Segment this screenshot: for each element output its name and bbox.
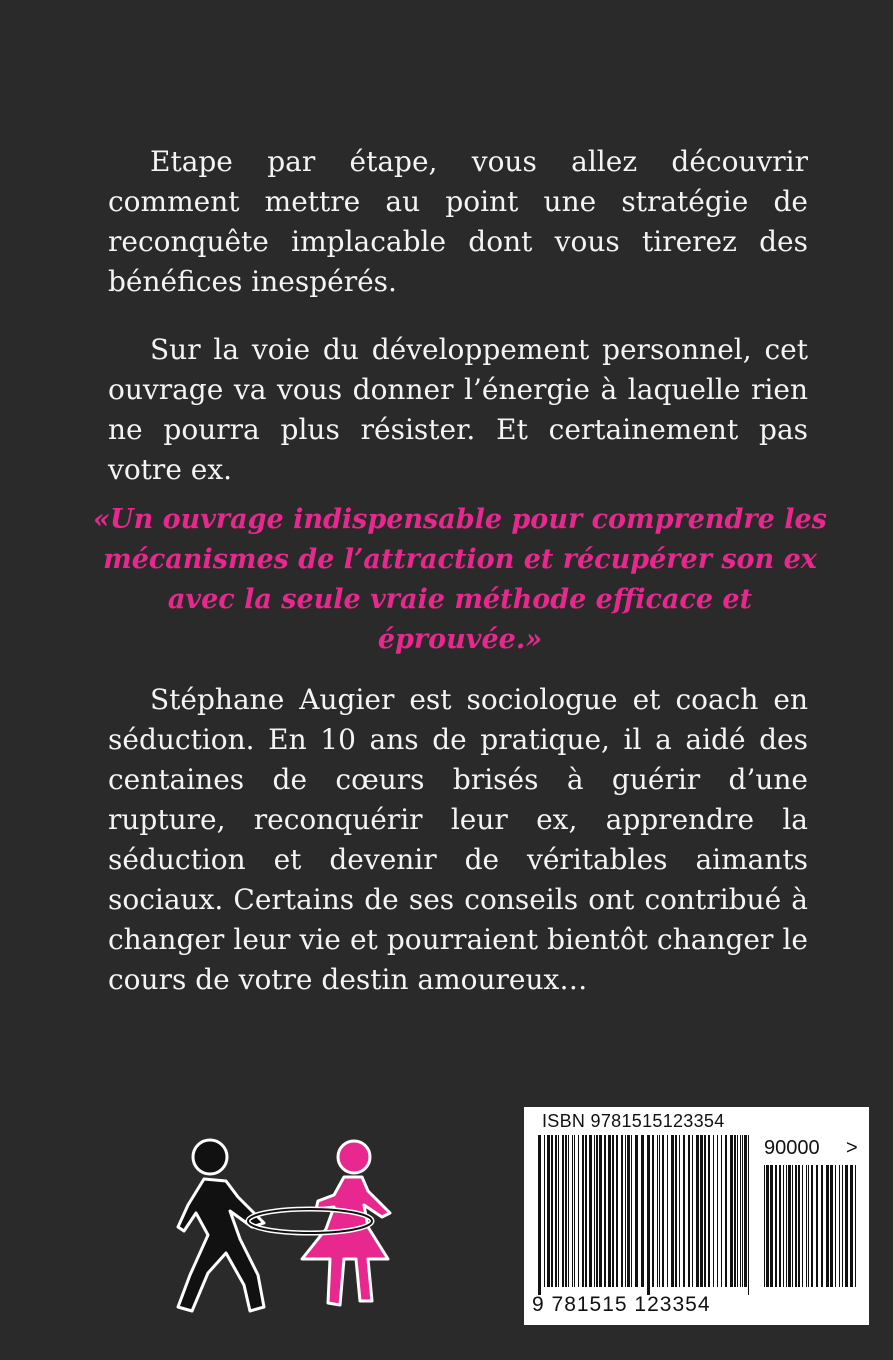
barcode-bar bbox=[748, 1135, 749, 1295]
barcode-bar bbox=[821, 1165, 823, 1287]
isbn-barcode bbox=[524, 1107, 869, 1325]
barcode-bar bbox=[616, 1135, 618, 1287]
barcode-bar bbox=[612, 1135, 614, 1287]
barcode-bar bbox=[826, 1165, 829, 1287]
barcode-bar bbox=[708, 1135, 710, 1287]
barcode-bar bbox=[568, 1135, 569, 1287]
barcode-bar bbox=[806, 1165, 807, 1287]
barcode-bar bbox=[802, 1165, 803, 1287]
barcode-bar bbox=[662, 1135, 664, 1287]
barcode-bar bbox=[544, 1135, 545, 1287]
barcode-bar bbox=[717, 1135, 718, 1287]
barcode-bar bbox=[795, 1165, 797, 1287]
barcode-bar bbox=[730, 1135, 733, 1287]
barcode-bar bbox=[744, 1135, 747, 1287]
barcode-bar bbox=[696, 1135, 699, 1287]
barcode-bar bbox=[574, 1135, 575, 1287]
barcode-bar bbox=[652, 1135, 654, 1287]
development-paragraph: Sur la voie du développement personnel, cet ouvrage va vous donner l’énergie à laquelle rien ne pourra plus résister. Et certainement pas votre ex. bbox=[108, 333, 808, 486]
barcode-bar bbox=[572, 1135, 573, 1287]
barcode-bar bbox=[551, 1135, 553, 1287]
barcode-bar bbox=[742, 1135, 743, 1287]
barcode-bar bbox=[565, 1135, 567, 1287]
barcode-bar bbox=[596, 1135, 598, 1287]
barcode-bar bbox=[792, 1165, 793, 1287]
isbn-label: ISBN 9781515123354 bbox=[542, 1111, 725, 1131]
barcode-bar bbox=[725, 1135, 727, 1287]
barcode-bar bbox=[786, 1165, 787, 1287]
couple-lasso-icon bbox=[168, 1135, 398, 1315]
barcode-bar bbox=[779, 1165, 781, 1287]
barcode-bar bbox=[811, 1165, 813, 1287]
barcode-bar bbox=[631, 1135, 632, 1287]
woman-figure-icon bbox=[302, 1141, 390, 1305]
barcode-bar bbox=[700, 1135, 703, 1287]
barcode-bar bbox=[688, 1135, 690, 1287]
barcode-bar bbox=[737, 1135, 738, 1287]
barcode-bar bbox=[842, 1165, 843, 1287]
barcode-bar bbox=[635, 1135, 638, 1287]
barcode-bar bbox=[839, 1165, 840, 1287]
barcode-bar bbox=[671, 1135, 674, 1287]
barcode-bar bbox=[798, 1165, 800, 1287]
barcode-bar bbox=[704, 1135, 706, 1287]
barcode-bar bbox=[594, 1135, 595, 1287]
barcode-bar bbox=[641, 1135, 644, 1287]
barcode-bar bbox=[679, 1135, 680, 1287]
author-bio-paragraph: Stéphane Augier est sociologue et coach en séduction. En 10 ans de pratique, il a aidé des centaines de cœurs brisés à guérir d’une rupture, reconquérir leur ex, apprendre la séduction et devenir de véritables aimants sociaux. Certains de ses conseils ont contribué à changer leur vie et pourraient bientôt changer le cours de votre destin amoureux… bbox=[108, 683, 808, 996]
barcode-bar bbox=[621, 1135, 623, 1287]
barcode-bar bbox=[835, 1165, 836, 1287]
addon-barcode-icon bbox=[762, 1165, 862, 1295]
barcode-bar bbox=[589, 1135, 592, 1287]
barcode-bar bbox=[647, 1135, 650, 1295]
barcode-bar bbox=[734, 1135, 736, 1287]
price-code: 90000 bbox=[764, 1137, 820, 1159]
barcode-bar bbox=[562, 1135, 564, 1287]
barcode-bar bbox=[675, 1135, 677, 1287]
barcode-bar bbox=[692, 1135, 693, 1287]
barcode-bar bbox=[830, 1165, 833, 1287]
isbn-digits: 9 781515 123354 bbox=[532, 1293, 711, 1316]
barcode-bar bbox=[783, 1165, 784, 1287]
pull-quote: «Un ouvrage indispensable pour comprendre les mécanismes de l’attraction et récupérer son ex avec la seule vraie méthode efficace et éprouvée.» bbox=[93, 504, 827, 655]
barcode-bar bbox=[855, 1165, 856, 1287]
ean-barcode-icon bbox=[536, 1135, 756, 1295]
barcode-bar bbox=[816, 1165, 818, 1287]
arrow-glyph: > bbox=[846, 1137, 858, 1159]
barcode-bar bbox=[845, 1165, 848, 1287]
intro-paragraph: Etape par étape, vous allez découvrir comment mettre au point une stratégie de reconquête implacable dont vous tirerez des bénéfices inespérés. bbox=[108, 145, 808, 298]
barcode-bar bbox=[850, 1165, 853, 1287]
barcode-bar bbox=[713, 1135, 714, 1287]
barcode-bar bbox=[740, 1135, 741, 1287]
barcode-bar bbox=[788, 1165, 791, 1287]
barcode-bar bbox=[667, 1135, 668, 1287]
barcode-bar bbox=[555, 1135, 557, 1287]
barcode-bar bbox=[659, 1135, 660, 1287]
barcode-bar bbox=[538, 1135, 541, 1295]
barcode-bar bbox=[683, 1135, 685, 1287]
barcode-bar bbox=[764, 1165, 765, 1287]
barcode-bar bbox=[608, 1135, 611, 1287]
barcode-bar bbox=[585, 1135, 587, 1287]
barcode-bar bbox=[808, 1165, 809, 1287]
barcode-bar bbox=[599, 1135, 602, 1287]
barcode-bar bbox=[721, 1135, 722, 1287]
barcode-bar bbox=[558, 1135, 559, 1287]
barcode-bar bbox=[582, 1135, 584, 1287]
barcode-bar bbox=[547, 1135, 550, 1287]
barcode-bar bbox=[604, 1135, 606, 1287]
barcode-bar bbox=[770, 1165, 773, 1287]
barcode-bar bbox=[657, 1135, 658, 1287]
barcode-bar bbox=[627, 1135, 630, 1287]
barcode-bar bbox=[578, 1135, 579, 1287]
barcode-bar bbox=[766, 1165, 769, 1287]
barcode-bar bbox=[775, 1165, 777, 1287]
barcode-bar bbox=[625, 1135, 626, 1287]
